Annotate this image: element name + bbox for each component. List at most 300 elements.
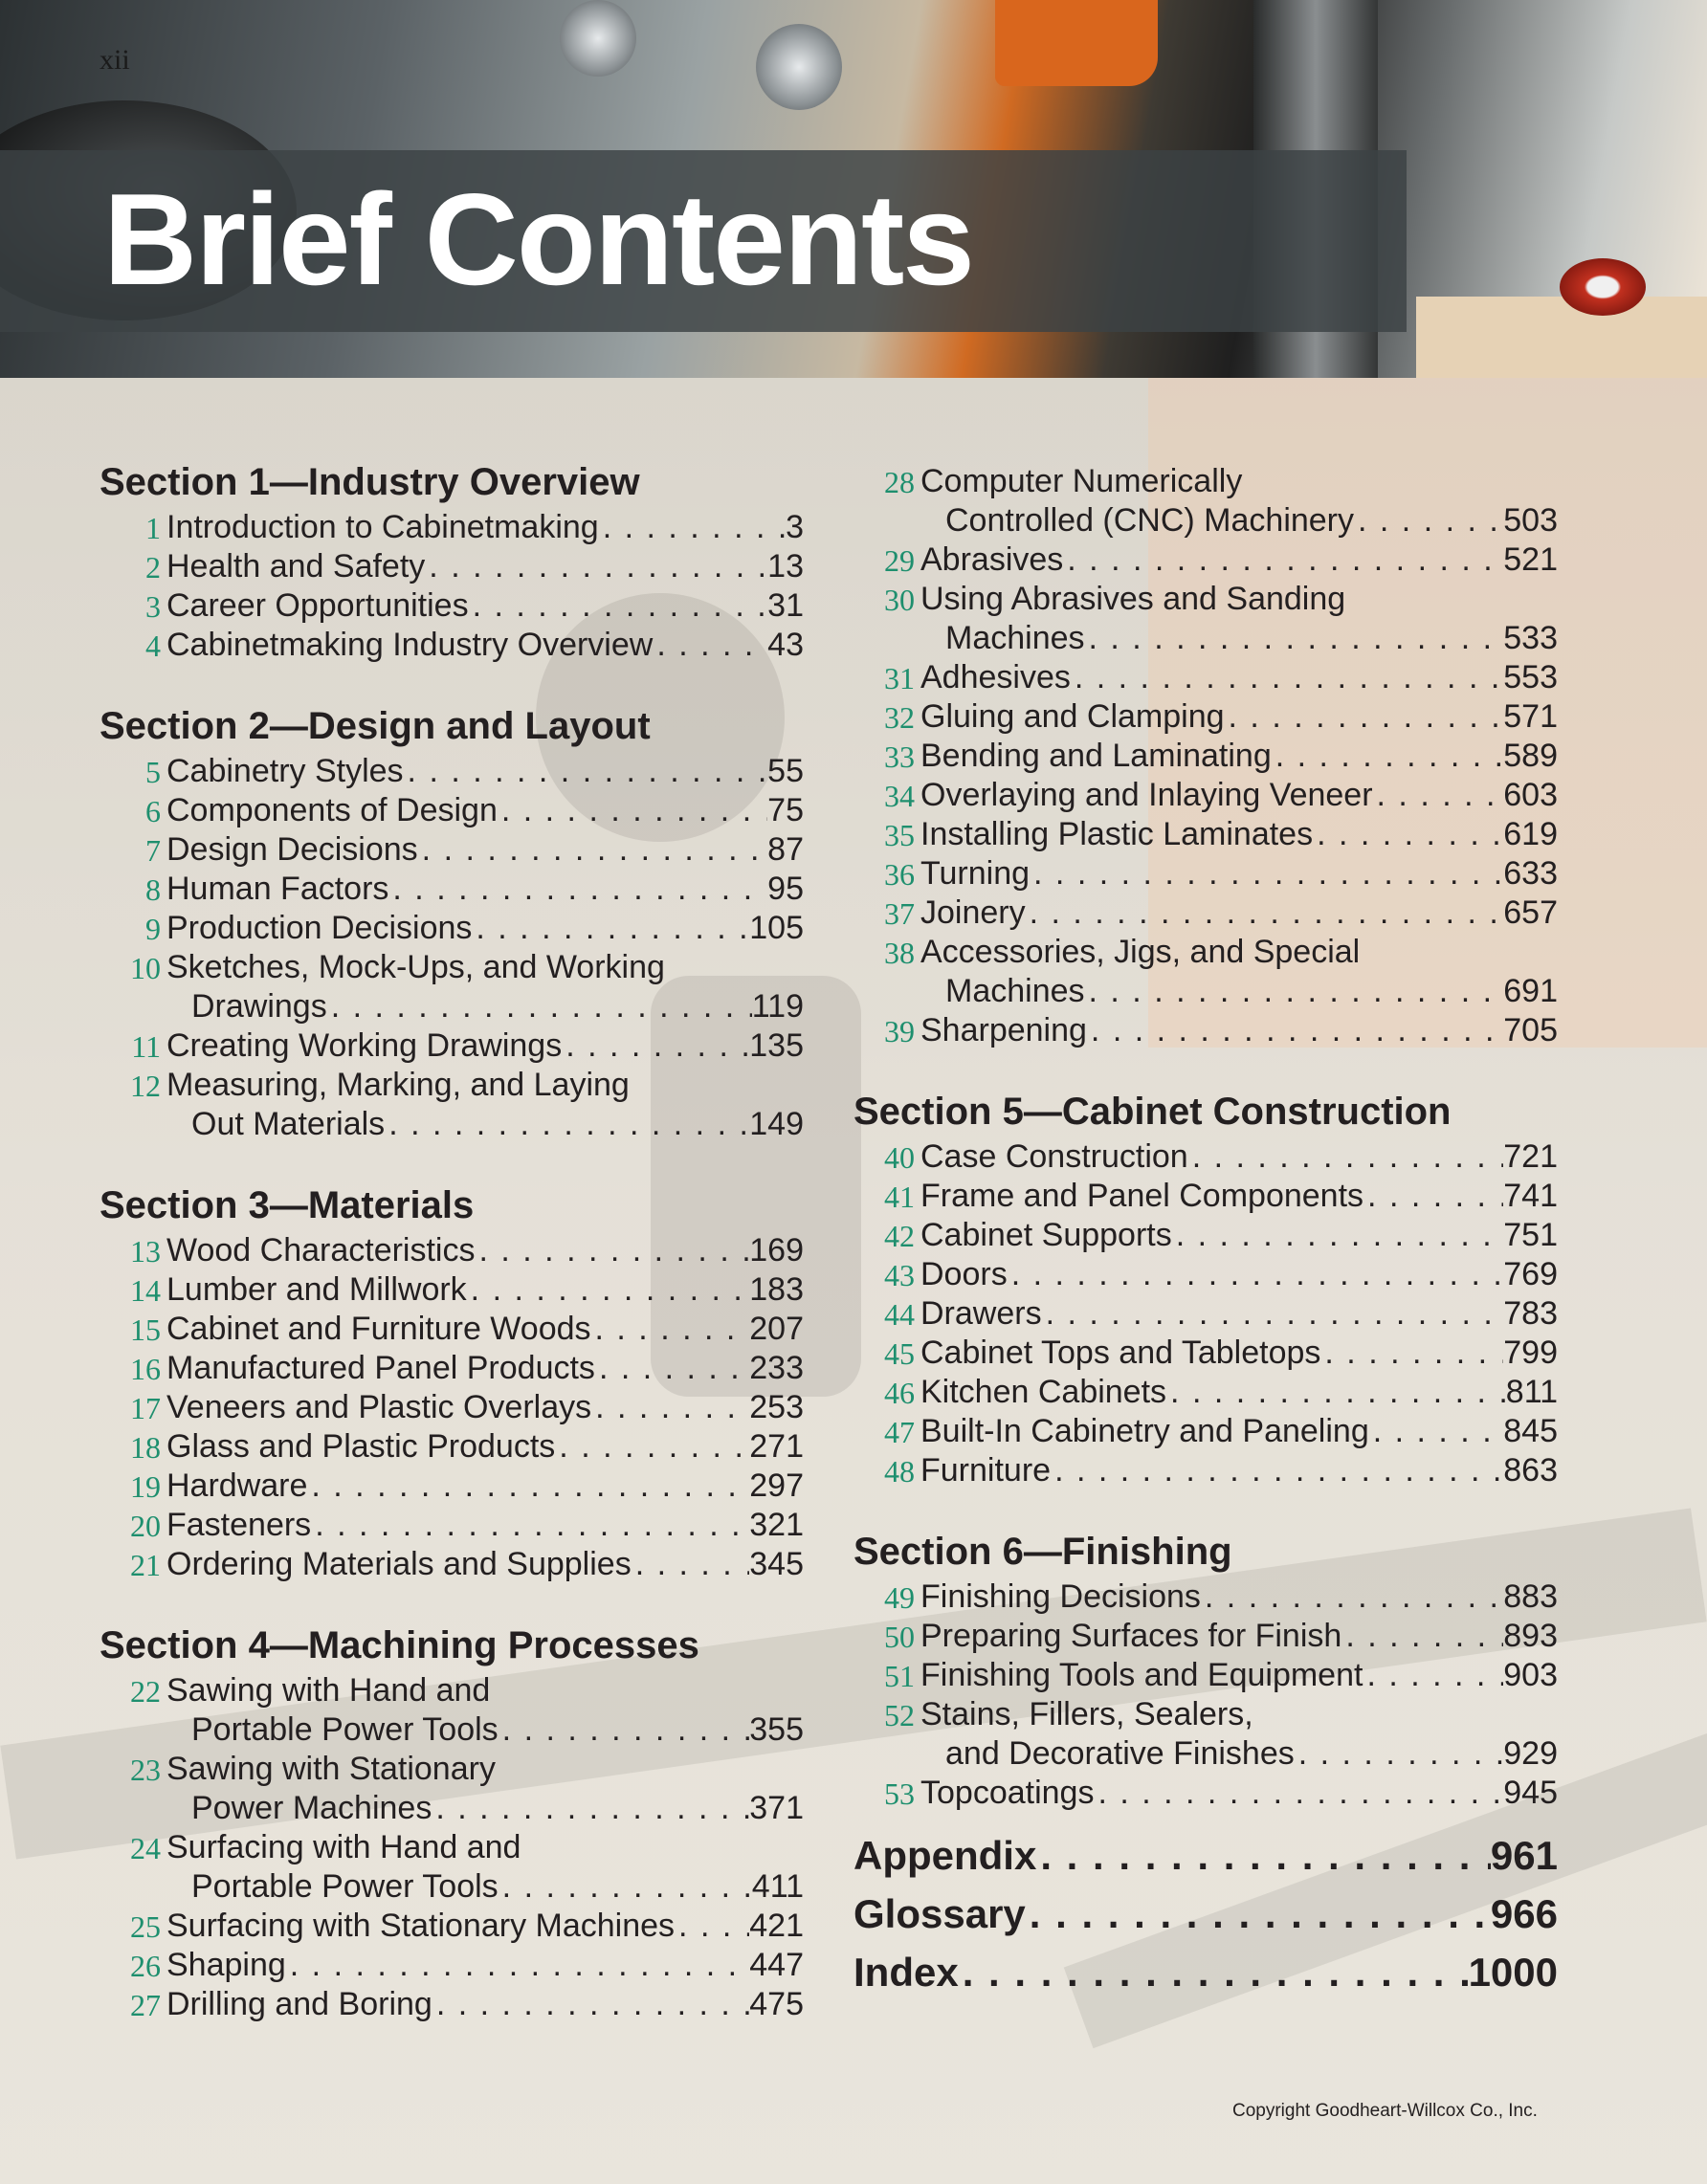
toc-entry-line[interactable] — [920, 580, 1558, 619]
dot-leader — [469, 586, 768, 626]
page-ref: 183 — [749, 1271, 804, 1308]
chapter-number: 23 — [130, 1753, 161, 1787]
chapter-title: Out Materials — [191, 1106, 386, 1142]
toc-entry-line[interactable] — [166, 948, 804, 987]
page-ref: 741 — [1503, 1178, 1558, 1214]
page-ref: 43 — [767, 627, 804, 663]
chapter-title: Fasteners — [166, 1507, 312, 1543]
dot-leader — [595, 1349, 749, 1388]
toc-entry[interactable] — [945, 501, 1558, 540]
chapter-number: 29 — [884, 543, 915, 578]
toc-entry[interactable] — [166, 791, 804, 830]
chapter-title: Portable Power Tools — [191, 1711, 499, 1748]
toc-entry[interactable] — [920, 1577, 1558, 1617]
dot-leader — [1225, 697, 1504, 737]
page-ref: 297 — [749, 1467, 804, 1504]
chapter-title: Machines — [945, 973, 1085, 1009]
chapter-number: 22 — [130, 1674, 161, 1709]
toc-entry[interactable] — [166, 1545, 804, 1584]
dot-leader — [1272, 737, 1504, 776]
chapter-title: Ordering Materials and Supplies — [166, 1546, 632, 1582]
dot-leader — [1071, 658, 1503, 697]
chapter-number: 9 — [145, 912, 161, 946]
dot-leader — [959, 1950, 1469, 1996]
chapter-title: Surfacing with Stationary Machines — [166, 1908, 676, 1944]
page-ref: 691 — [1503, 973, 1558, 1009]
chapter-number: 30 — [884, 583, 915, 617]
page-ref: 149 — [749, 1106, 804, 1142]
chapter-title: Glass and Plastic Products — [166, 1428, 556, 1465]
toc-entry[interactable] — [166, 547, 804, 586]
dot-leader — [599, 508, 786, 547]
chapter-number: 13 — [130, 1234, 161, 1268]
page-ref: 657 — [1503, 894, 1558, 931]
chapter-number: 26 — [130, 1949, 161, 1983]
chapter-title: Cabinet Tops and Tabletops — [920, 1335, 1321, 1371]
dot-leader — [591, 1310, 750, 1349]
page-ref: 135 — [749, 1027, 804, 1064]
page-ref: 751 — [1503, 1217, 1558, 1253]
chapter-title: Bending and Laminating — [920, 738, 1272, 774]
dot-leader — [425, 547, 767, 586]
toc-entry-line[interactable] — [920, 1695, 1558, 1734]
page-ref: 811 — [1505, 1374, 1558, 1410]
copyright-notice: Copyright Goodheart-Willcox Co., Inc. — [1232, 2101, 1538, 2121]
toc-entry-line[interactable] — [166, 1671, 804, 1710]
chapter-title: Surfacing with Hand and — [166, 1829, 521, 1865]
chapter-number: 40 — [884, 1140, 915, 1175]
chapter-title: Sawing with Stationary — [166, 1751, 496, 1787]
toc-entry[interactable] — [166, 1907, 804, 1946]
chapter-title: Cabinet and Furniture Woods — [166, 1311, 591, 1347]
chapter-number: 47 — [884, 1415, 915, 1449]
toc-entry[interactable] — [920, 1373, 1558, 1412]
chapter-number: 39 — [884, 1014, 915, 1048]
chapter-number: 31 — [884, 661, 915, 695]
chapter-number: 49 — [884, 1580, 915, 1615]
toc-entry[interactable] — [191, 987, 804, 1026]
toc-entry[interactable] — [920, 1617, 1558, 1656]
chapter-title: Finishing Decisions — [920, 1578, 1201, 1615]
toc-entry[interactable] — [920, 1137, 1558, 1177]
toc-entry[interactable] — [920, 1011, 1558, 1050]
page-ref: 13 — [767, 548, 804, 585]
toc-entry[interactable] — [166, 1946, 804, 1985]
dot-leader — [327, 987, 752, 1026]
dot-leader — [1363, 1177, 1503, 1216]
toc-entry[interactable] — [166, 1026, 804, 1066]
chapter-number: 16 — [130, 1352, 161, 1386]
dot-leader — [432, 1789, 749, 1828]
bolt-icon — [756, 24, 842, 110]
chapter-title: Gluing and Clamping — [920, 698, 1225, 735]
toc-entry[interactable] — [166, 626, 804, 665]
section-heading: Section 6—Finishing — [854, 1531, 1232, 1573]
chapter-number: 2 — [145, 550, 161, 585]
chapter-title: Shaping — [166, 1947, 286, 1983]
chapter-number: 37 — [884, 896, 915, 931]
dot-leader — [307, 1467, 749, 1506]
dot-leader — [1201, 1577, 1503, 1617]
chapter-number: 42 — [884, 1219, 915, 1253]
page-ref: 233 — [749, 1350, 804, 1386]
toc-entry[interactable] — [191, 1789, 804, 1828]
toc-entry-line[interactable] — [920, 462, 1558, 501]
page-ref: 721 — [1503, 1138, 1558, 1175]
back-matter-entry[interactable] — [854, 1950, 1558, 1996]
chapter-number: 11 — [131, 1029, 161, 1064]
toc-entry[interactable] — [920, 776, 1558, 815]
dot-leader — [388, 870, 767, 909]
page-ref: 31 — [767, 587, 804, 624]
dot-leader — [1030, 854, 1503, 893]
section-heading: Section 1—Industry Overview — [100, 461, 640, 503]
chapter-title: Finishing Tools and Equipment — [920, 1657, 1363, 1693]
toc-entry[interactable] — [920, 1334, 1558, 1373]
toc-entry[interactable] — [166, 1388, 804, 1427]
page-ref: 87 — [767, 831, 804, 868]
chapter-number: 34 — [884, 779, 915, 813]
dot-leader — [653, 626, 767, 665]
wood-block — [1416, 297, 1707, 378]
page-ref: 411 — [751, 1868, 804, 1905]
toc-entry-line[interactable] — [166, 1750, 804, 1789]
dot-leader — [1320, 1334, 1503, 1373]
dot-leader — [1373, 776, 1504, 815]
toc-entry[interactable] — [166, 909, 804, 948]
chapter-number: 21 — [130, 1548, 161, 1582]
chapter-number: 43 — [884, 1258, 915, 1292]
chapter-title: Sharpening — [920, 1012, 1087, 1048]
page-ref: 845 — [1503, 1413, 1558, 1449]
page-ref: 119 — [751, 988, 804, 1025]
page-ref: 619 — [1503, 816, 1558, 852]
page-ref: 1000 — [1468, 1950, 1558, 1995]
toc-entry[interactable] — [166, 586, 804, 626]
chapter-title: Turning — [920, 855, 1031, 892]
chapter-number: 19 — [130, 1469, 161, 1504]
dot-leader — [472, 909, 749, 948]
chapter-title: Joinery — [920, 894, 1026, 931]
chapter-number: 1 — [145, 511, 161, 545]
chapter-title: Kitchen Cabinets — [920, 1374, 1167, 1410]
chapter-number: 32 — [884, 700, 915, 735]
page-ref: 271 — [749, 1428, 804, 1465]
chapter-title: Cabinet Supports — [920, 1217, 1172, 1253]
chapter-title: Measuring, Marking, and Laying — [166, 1067, 630, 1103]
chapter-number: 51 — [884, 1659, 915, 1693]
chapter-number: 27 — [130, 1988, 161, 2022]
chapter-number: 3 — [145, 589, 161, 624]
dot-leader — [1026, 1891, 1491, 1937]
toc-entry[interactable] — [191, 1105, 804, 1144]
dot-leader — [404, 752, 768, 791]
toc-entry[interactable] — [920, 540, 1558, 580]
chapter-number: 46 — [884, 1376, 915, 1410]
dot-leader — [1363, 1656, 1503, 1695]
toc-entry[interactable] — [920, 815, 1558, 854]
toc-entry[interactable] — [920, 1656, 1558, 1695]
chapter-number: 50 — [884, 1620, 915, 1654]
dot-leader — [1166, 1373, 1506, 1412]
back-matter-label: Glossary — [854, 1891, 1026, 1936]
chapter-title: Preparing Surfaces for Finish — [920, 1618, 1342, 1654]
chapter-title: Drilling and Boring — [166, 1986, 432, 2022]
dot-leader — [1354, 501, 1503, 540]
chapter-title: Design Decisions — [166, 831, 418, 868]
page-ref: 55 — [767, 753, 804, 789]
back-matter-entry[interactable] — [854, 1891, 1558, 1937]
section-heading: Section 5—Cabinet Construction — [854, 1091, 1452, 1133]
chapter-number: 24 — [130, 1831, 161, 1865]
dot-leader — [562, 1026, 749, 1066]
dot-leader — [286, 1946, 749, 1985]
dot-leader — [1313, 815, 1503, 854]
chapter-title: Stains, Fillers, Sealers, — [920, 1696, 1253, 1732]
page-ref: 863 — [1503, 1452, 1558, 1489]
toc-entry[interactable] — [920, 1451, 1558, 1490]
toc-entry[interactable] — [166, 1349, 804, 1388]
chapter-number: 25 — [130, 1909, 161, 1944]
dot-leader — [1036, 1833, 1491, 1879]
dot-leader — [1369, 1412, 1504, 1451]
chapter-title: Doors — [920, 1256, 1008, 1292]
back-matter-label: Index — [854, 1950, 959, 1995]
page-ref: 783 — [1503, 1295, 1558, 1332]
page-ref: 521 — [1503, 541, 1558, 578]
page-title: Brief Contents — [103, 166, 973, 312]
toc-entry[interactable] — [166, 1985, 804, 2024]
toc-entry[interactable] — [166, 830, 804, 870]
chapter-title: Creating Working Drawings — [166, 1027, 563, 1064]
chapter-title: Power Machines — [191, 1790, 432, 1826]
page-ref: 929 — [1503, 1735, 1558, 1772]
chapter-number: 28 — [884, 465, 915, 499]
toc-entry[interactable] — [166, 1310, 804, 1349]
chapter-number: 44 — [884, 1297, 915, 1332]
page-ref: 945 — [1503, 1775, 1558, 1811]
page-ref: 553 — [1503, 659, 1558, 695]
section-heading: Section 3—Materials — [100, 1184, 475, 1226]
chapter-title: Health and Safety — [166, 548, 426, 585]
page-ref: 95 — [767, 871, 804, 907]
chapter-title: Human Factors — [166, 871, 389, 907]
chapter-title: Production Decisions — [166, 910, 473, 946]
toc-entry[interactable] — [920, 893, 1558, 933]
page-ref: 603 — [1503, 777, 1558, 813]
toc-entry[interactable] — [920, 1255, 1558, 1294]
page-ref: 883 — [1503, 1578, 1558, 1615]
chapter-title: Cabinetry Styles — [166, 753, 404, 789]
page-ref: 799 — [1503, 1335, 1558, 1371]
dot-leader — [1188, 1137, 1504, 1177]
page-ref: 475 — [749, 1986, 804, 2022]
chapter-title: Wood Characteristics — [166, 1232, 476, 1268]
dot-leader — [1087, 1011, 1503, 1050]
toc-entry[interactable] — [920, 1774, 1558, 1813]
back-matter-entry[interactable] — [854, 1833, 1558, 1879]
chapter-number: 20 — [130, 1509, 161, 1543]
page-ref: 903 — [1503, 1657, 1558, 1693]
chapter-title: Cabinetmaking Industry Overview — [166, 627, 654, 663]
toc-entry[interactable] — [191, 1710, 804, 1750]
chapter-number: 38 — [884, 936, 915, 970]
toc-entry[interactable] — [920, 1294, 1558, 1334]
toc-entry[interactable] — [945, 972, 1558, 1011]
chapter-title: Sawing with Hand and — [166, 1672, 491, 1709]
page-number: xii — [100, 44, 130, 76]
page-ref: 169 — [749, 1232, 804, 1268]
page-ref: 893 — [1503, 1618, 1558, 1654]
toc-entry[interactable] — [920, 1412, 1558, 1451]
chapter-title: Abrasives — [920, 541, 1064, 578]
toc-entry[interactable] — [166, 1467, 804, 1506]
dot-leader — [499, 1710, 750, 1750]
chapter-number: 41 — [884, 1180, 915, 1214]
chapter-number: 35 — [884, 818, 915, 852]
chapter-number: 17 — [130, 1391, 161, 1425]
toc-entry[interactable] — [920, 1177, 1558, 1216]
page-ref: 321 — [749, 1507, 804, 1543]
chapter-title: Hardware — [166, 1467, 308, 1504]
chapter-number: 4 — [145, 629, 161, 663]
toc-entry[interactable] — [166, 752, 804, 791]
chapter-title: Adhesives — [920, 659, 1071, 695]
dot-leader — [498, 791, 767, 830]
toc-entry[interactable] — [166, 1270, 804, 1310]
chapter-title: Portable Power Tools — [191, 1868, 499, 1905]
page-ref: 345 — [749, 1546, 804, 1582]
chapter-title: Drawers — [920, 1295, 1042, 1332]
chapter-title: and Decorative Finishes — [945, 1735, 1295, 1772]
chapter-title: Using Abrasives and Sanding — [920, 581, 1346, 617]
section-heading: Section 2—Design and Layout — [100, 705, 651, 747]
chapter-title: Case Construction — [920, 1138, 1188, 1175]
page-ref: 371 — [749, 1790, 804, 1826]
toc-entry-line[interactable] — [920, 933, 1558, 972]
chapter-title: Accessories, Jigs, and Special — [920, 934, 1361, 970]
dot-leader — [1341, 1617, 1503, 1656]
chapter-title: Sketches, Mock-Ups, and Working — [166, 949, 665, 985]
chapter-number: 6 — [145, 794, 161, 828]
page-ref: 447 — [749, 1947, 804, 1983]
page-ref: 533 — [1503, 620, 1558, 656]
chapter-title: Manufactured Panel Products — [166, 1350, 595, 1386]
toc-entry[interactable] — [166, 508, 804, 547]
dot-leader — [1042, 1294, 1504, 1334]
chapter-title: Career Opportunities — [166, 587, 469, 624]
dot-leader — [1094, 1774, 1503, 1813]
chapter-title: Lumber and Millwork — [166, 1271, 467, 1308]
chapter-number: 18 — [130, 1430, 161, 1465]
toc-entry[interactable] — [166, 1427, 804, 1467]
dot-leader — [1008, 1255, 1504, 1294]
page-ref: 769 — [1503, 1256, 1558, 1292]
toc-entry[interactable] — [166, 870, 804, 909]
chapter-number: 10 — [130, 951, 161, 985]
chapter-title: Controlled (CNC) Machinery — [945, 502, 1355, 539]
dot-leader — [1172, 1216, 1504, 1255]
dot-leader — [418, 830, 768, 870]
toc-entry[interactable] — [191, 1867, 804, 1907]
dot-leader — [555, 1427, 749, 1467]
page-ref: 966 — [1490, 1891, 1558, 1936]
dot-leader — [1051, 1451, 1503, 1490]
chapter-title: Frame and Panel Components — [920, 1178, 1364, 1214]
chapter-number: 48 — [884, 1454, 915, 1489]
toc-entry[interactable] — [920, 854, 1558, 893]
dot-leader — [675, 1907, 749, 1946]
page-ref: 633 — [1503, 855, 1558, 892]
chapter-title: Topcoatings — [920, 1775, 1095, 1811]
dot-leader — [632, 1545, 750, 1584]
dot-leader — [1063, 540, 1503, 580]
dot-leader — [1085, 972, 1504, 1011]
page-ref: 3 — [786, 509, 804, 545]
back-matter-label: Appendix — [854, 1833, 1037, 1878]
chapter-number: 45 — [884, 1336, 915, 1371]
page-ref: 503 — [1503, 502, 1558, 539]
chapter-number: 5 — [145, 755, 161, 789]
page-ref: 589 — [1503, 738, 1558, 774]
page-ref: 571 — [1503, 698, 1558, 735]
page-ref: 75 — [767, 792, 804, 828]
clamp-ring — [1560, 258, 1646, 316]
chapter-number: 12 — [130, 1069, 161, 1103]
toc-entry[interactable] — [945, 1734, 1558, 1774]
chapter-title: Components of Design — [166, 792, 498, 828]
toc-entry[interactable] — [920, 1216, 1558, 1255]
page-ref: 355 — [749, 1711, 804, 1748]
page-ref: 961 — [1490, 1833, 1558, 1878]
page-ref: 253 — [749, 1389, 804, 1425]
page-ref: 105 — [749, 910, 804, 946]
toc-entry-line[interactable] — [166, 1066, 804, 1105]
dot-leader — [1026, 893, 1504, 933]
page-ref: 705 — [1503, 1012, 1558, 1048]
dot-leader — [385, 1105, 749, 1144]
toc-entry[interactable] — [920, 737, 1558, 776]
dot-leader — [499, 1867, 752, 1907]
machine-orange-housing — [995, 0, 1158, 86]
chapter-number: 15 — [130, 1313, 161, 1347]
toc-entry[interactable] — [166, 1506, 804, 1545]
chapter-title: Built-In Cabinetry and Paneling — [920, 1413, 1369, 1449]
chapter-number: 36 — [884, 857, 915, 892]
chapter-title: Installing Plastic Laminates — [920, 816, 1314, 852]
dot-leader — [1085, 619, 1504, 658]
chapter-title: Furniture — [920, 1452, 1052, 1489]
toc-entry[interactable] — [920, 697, 1558, 737]
section-heading: Section 4—Machining Processes — [100, 1624, 699, 1666]
chapter-title: Drawings — [191, 988, 327, 1025]
dot-leader — [1295, 1734, 1504, 1774]
toc-entry-line[interactable] — [166, 1828, 804, 1867]
chapter-number: 14 — [130, 1273, 161, 1308]
chapter-title: Computer Numerically — [920, 463, 1243, 499]
toc-entry[interactable] — [166, 1231, 804, 1270]
chapter-number: 52 — [884, 1698, 915, 1732]
chapter-title: Machines — [945, 620, 1085, 656]
bolt-icon — [560, 0, 636, 77]
page-ref: 207 — [749, 1311, 804, 1347]
chapter-number: 53 — [884, 1776, 915, 1811]
chapter-number: 8 — [145, 872, 161, 907]
toc-entry[interactable] — [945, 619, 1558, 658]
toc-entry[interactable] — [920, 658, 1558, 697]
chapter-title: Veneers and Plastic Overlays — [166, 1389, 592, 1425]
dot-leader — [311, 1506, 749, 1545]
